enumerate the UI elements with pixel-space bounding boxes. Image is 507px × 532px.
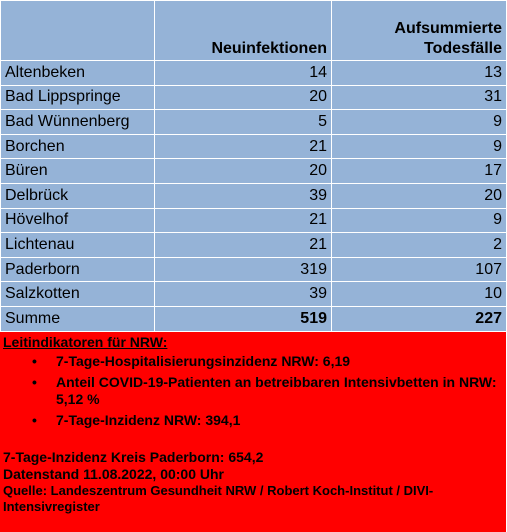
header-total-deaths: [332, 1, 507, 61]
indicator-text: 7-Tage-Inzidenz NRW: 394,1: [56, 412, 241, 428]
indicator-title: Leitindikatoren für NRW:: [3, 334, 168, 350]
new-infections-cell: 21: [155, 208, 332, 233]
table-row: [1, 134, 507, 159]
municipality-cell: Hövelhof: [1, 208, 155, 233]
sum-row: [1, 306, 507, 331]
spacer: [3, 433, 503, 449]
indicator-item: [3, 374, 503, 408]
municipality-cell: Bad Wünnenberg: [1, 110, 155, 135]
bullet-icon: •: [32, 412, 37, 428]
sum-total-deaths: 227: [332, 306, 507, 331]
table-row: [1, 61, 507, 86]
municipality-cell: Paderborn: [1, 257, 155, 282]
indicator-item: [3, 353, 503, 370]
new-infections-cell: 21: [155, 134, 332, 159]
table-row: [1, 110, 507, 135]
new-infections-cell: 14: [155, 61, 332, 86]
data-source: Quelle: Landeszentrum Gesundheit NRW / Robert Koch-Institut / DIVI-Intensivregister: [3, 483, 434, 514]
indicator-text: 7-Tage-Hospitalisierungsinzidenz NRW: 6,19: [56, 353, 351, 369]
new-infections-cell: 20: [155, 159, 332, 184]
data-date: Datenstand 11.08.2022, 00:00 Uhr: [3, 466, 225, 482]
total-deaths-cell: 20: [332, 183, 507, 208]
table-row: [1, 85, 507, 110]
municipality-cell: Altenbeken: [1, 61, 155, 86]
header-total-deaths-line2: Todesfälle: [424, 40, 502, 57]
kreis-incidence: 7-Tage-Inzidenz Kreis Paderborn: 654,2: [3, 449, 264, 465]
table-row: [1, 208, 507, 233]
indicator-list: [3, 353, 503, 429]
municipality-cell: Büren: [1, 159, 155, 184]
total-deaths-cell: 9: [332, 134, 507, 159]
bullet-icon: •: [32, 374, 37, 390]
header-municipality: [1, 1, 155, 61]
total-deaths-cell: 2: [332, 233, 507, 258]
municipality-cell: Bad Lippspringe: [1, 85, 155, 110]
new-infections-cell: 20: [155, 85, 332, 110]
new-infections-cell: 5: [155, 110, 332, 135]
total-deaths-cell: 9: [332, 110, 507, 135]
table-header-row: [1, 1, 507, 61]
indicator-box: [0, 331, 506, 532]
municipality-cell: Lichtenau: [1, 233, 155, 258]
table-row: [1, 159, 507, 184]
sum-new-infections: 519: [155, 306, 332, 331]
header-total-deaths-line1: Aufsummierte: [394, 20, 502, 37]
new-infections-cell: 39: [155, 183, 332, 208]
table-row: [1, 233, 507, 258]
table-row: [1, 257, 507, 282]
table-row: [1, 183, 507, 208]
table-row: [1, 282, 507, 307]
total-deaths-cell: 107: [332, 257, 507, 282]
header-new-infections: Neuinfektionen: [155, 1, 332, 61]
sum-label: Summe: [1, 306, 155, 331]
total-deaths-cell: 9: [332, 208, 507, 233]
new-infections-cell: 39: [155, 282, 332, 307]
total-deaths-cell: 31: [332, 85, 507, 110]
total-deaths-cell: 17: [332, 159, 507, 184]
bullet-icon: •: [32, 353, 37, 369]
indicator-text: Anteil COVID-19-Patienten an betreibbaren Intensivbetten in NRW: 5,12 %: [56, 374, 497, 407]
total-deaths-cell: 10: [332, 282, 507, 307]
indicator-item: [3, 412, 503, 429]
municipality-cell: Salzkotten: [1, 282, 155, 307]
municipality-cell: Delbrück: [1, 183, 155, 208]
new-infections-cell: 319: [155, 257, 332, 282]
total-deaths-cell: 13: [332, 61, 507, 86]
municipality-cell: Borchen: [1, 134, 155, 159]
new-infections-cell: 21: [155, 233, 332, 258]
